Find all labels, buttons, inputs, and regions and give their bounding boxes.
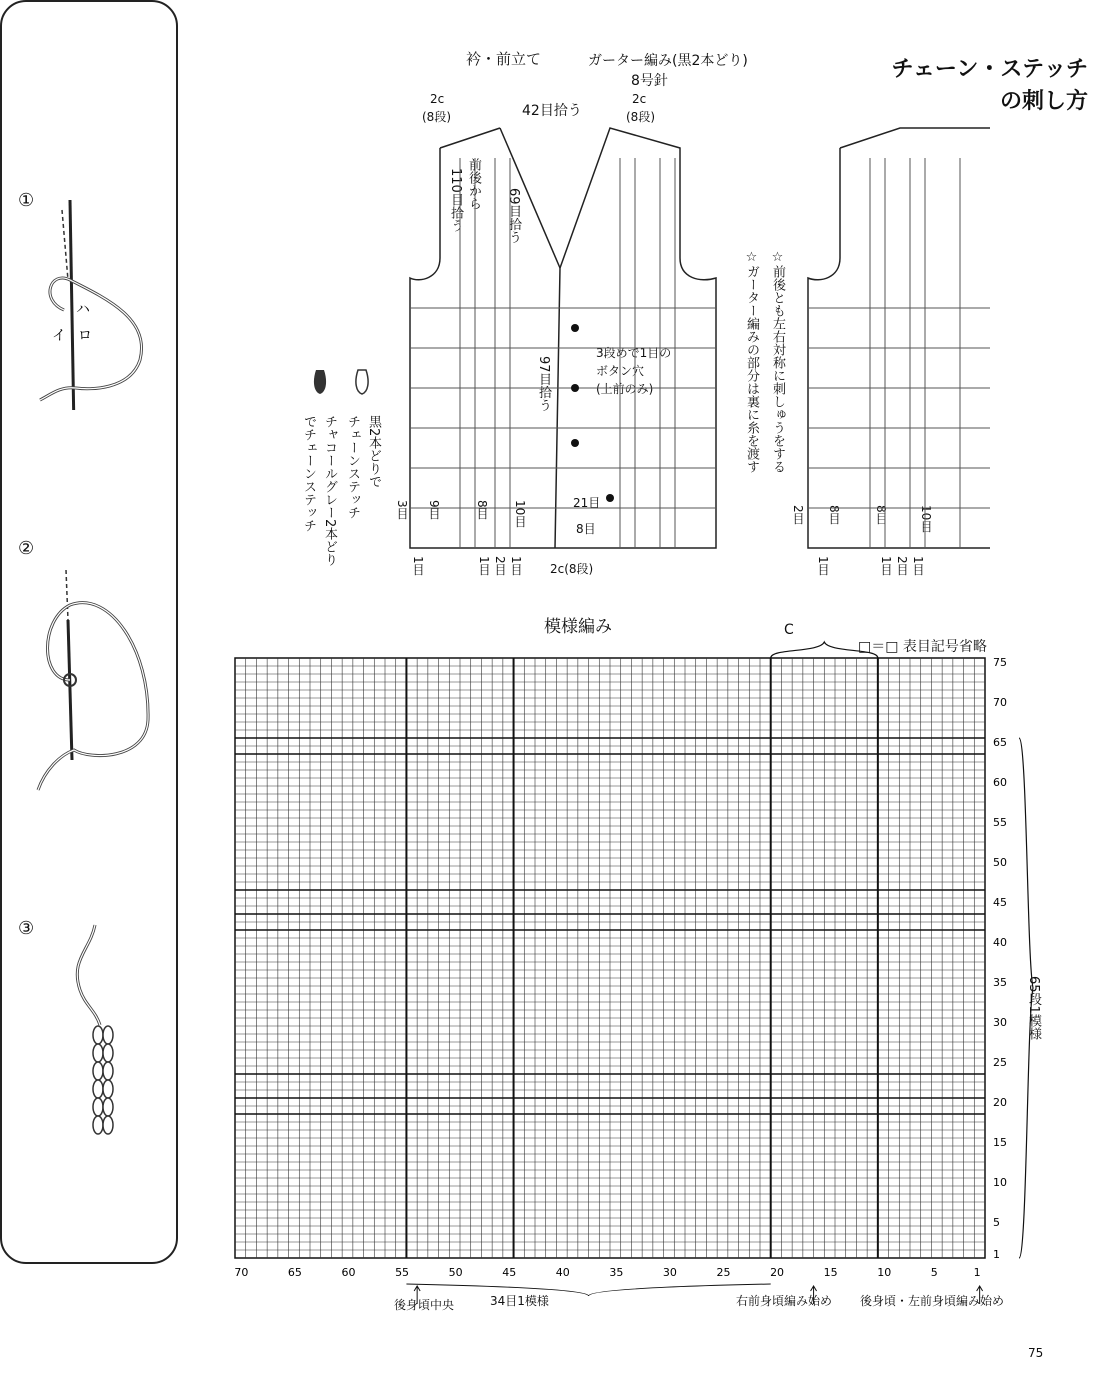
pattern-chart	[225, 640, 1085, 1320]
step-1-label-i: イ	[52, 328, 66, 344]
chart-row-tick: 45	[993, 896, 1007, 909]
chart-row-tick: 30	[993, 1016, 1007, 1029]
chart-legend: □＝□ 表目記号省略	[858, 639, 987, 655]
chart-col-tick: 20	[770, 1266, 785, 1279]
legend-chain-swatches	[310, 362, 380, 412]
chart-col-tick: 45	[502, 1266, 517, 1279]
page-number: 75	[1028, 1346, 1044, 1360]
right-front-start-label: 右前身頃編み始め	[736, 1294, 833, 1308]
chart-col-tick: 10	[877, 1266, 892, 1279]
step-1-label-ha: ハ	[76, 302, 90, 318]
back-left-front-start-label: 後身頃・左前身頃編み始め	[860, 1294, 1005, 1308]
star-note-1: ☆前後とも左右対称に刺しゅうをする	[770, 250, 785, 473]
step-1-number: ①	[18, 190, 35, 211]
chart-row-tick: 40	[993, 936, 1007, 949]
shoulder-right-rows: (8段)	[626, 110, 655, 124]
front-vest-outline	[410, 128, 716, 548]
chart-row-tick: 70	[993, 696, 1007, 709]
step-3-number: ③	[18, 918, 35, 939]
chart-row-tick: 1	[993, 1248, 1000, 1261]
chart-col-tick: 40	[555, 1266, 570, 1279]
buttonhole-line2: ボタン穴	[596, 364, 645, 378]
chart-col-tick: 55	[395, 1266, 410, 1279]
back-vest-bands	[808, 158, 990, 548]
chart-col-tick: 5	[930, 1266, 938, 1279]
chart-row-tick: 65	[993, 736, 1007, 749]
bottom-label-3: 3目	[395, 500, 409, 520]
buttonhole-line3: (上前のみ)	[596, 382, 654, 396]
bottom-lower-1c: 1目	[509, 556, 523, 576]
repeat-rows-label: 65段1模様	[1026, 976, 1041, 1040]
chart-row-tick: 50	[993, 856, 1007, 869]
neck-side-pickup-label: 69目拾う	[506, 188, 521, 244]
chart-row-tick: 35	[993, 976, 1007, 989]
chart-row-tick: 25	[993, 1056, 1007, 1069]
bottom-lower-2: 2目	[493, 556, 507, 576]
chart-col-tick: 25	[716, 1266, 731, 1279]
armhole-from-label: 前後から	[466, 158, 481, 210]
front-vest-bands	[410, 158, 716, 548]
repeat-stitches-label: 34目1模様	[490, 1294, 549, 1308]
legend-note-2: チェーンステッチ	[345, 415, 360, 519]
bottom-lower-1a: 1目	[411, 556, 425, 576]
diagram-title: 衿・前立て	[466, 50, 542, 68]
back-center-label: 後身頃中央	[394, 1298, 455, 1312]
chart-c-label: C	[784, 622, 794, 638]
bottom-label-8: 8目	[475, 500, 489, 520]
back-bottom-label-8a: 8目	[827, 505, 841, 525]
shoulder-right-label: 2c	[632, 92, 647, 106]
shoulder-left-label: 2c	[430, 92, 445, 106]
chart-repeat-stitch-bracket	[406, 1284, 770, 1296]
chart-row-tick: 10	[993, 1176, 1007, 1189]
bottom-label-9: 9目	[427, 500, 441, 520]
chart-col-tick: 1	[973, 1266, 981, 1279]
diagram-technique: ガーター編み(黒2本どり)	[588, 53, 748, 69]
back-vest-outline	[808, 128, 990, 548]
diagram-needle: 8号針	[631, 73, 668, 89]
step-2-number: ②	[18, 538, 35, 559]
chart-col-tick: 30	[662, 1266, 677, 1279]
chart-col-tick: 60	[341, 1266, 356, 1279]
chart-row-tick: 5	[993, 1216, 1000, 1229]
star-note-2: ☆ガーター編みの部分は裏に糸を渡す	[744, 250, 759, 473]
back-bottom-label-10: 10目	[919, 505, 933, 533]
stitch-21-label: 21目	[573, 496, 601, 510]
legend-note-3: チャコールグレー2本どり	[322, 415, 337, 567]
back-bottom-label-2: 2目	[791, 505, 805, 525]
stitch-8-label: 8目	[576, 522, 596, 536]
chart-col-tick: 50	[448, 1266, 463, 1279]
legend-note-4: でチェーンステッチ	[301, 415, 316, 532]
chart-row-tick: 55	[993, 816, 1007, 829]
bottom-label-10: 10目	[513, 500, 527, 528]
front-pickup-label: 97目拾う	[536, 356, 551, 412]
step-1-illustration	[30, 190, 170, 410]
back-bottom-lower-2: 2目	[895, 556, 909, 576]
vest-schematics	[400, 118, 1000, 558]
buttonhole-line1: 3段めで1目の	[596, 346, 672, 360]
sidebar-title-line1: チェーン・ステッチ	[891, 57, 1088, 82]
step-3-illustration	[40, 920, 150, 1160]
armhole-pickup-label: 110目拾う	[448, 168, 463, 232]
chart-row-tick: 15	[993, 1136, 1007, 1149]
chart-c-bracket	[771, 642, 878, 658]
chart-col-tick: 35	[609, 1266, 624, 1279]
chart-col-tick: 70	[234, 1266, 249, 1279]
bottom-lower-1b: 1目	[477, 556, 491, 576]
shoulder-left-rows: (8段)	[422, 110, 451, 124]
back-bottom-label-8b: 8目	[874, 505, 888, 525]
chart-row-tick: 75	[993, 656, 1007, 669]
band-bottom-label: 2c(8段)	[550, 562, 594, 576]
back-bottom-lower-1c: 1目	[911, 556, 925, 576]
chart-row-tick: 20	[993, 1096, 1007, 1109]
neck-pickup-label: 42目拾う	[522, 103, 582, 119]
back-bottom-lower-1b: 1目	[879, 556, 893, 576]
back-bottom-lower-1a: 1目	[816, 556, 830, 576]
pattern-chart-title: 模様編み	[544, 617, 612, 637]
step-2-illustration	[30, 560, 170, 800]
legend-note-1: 黒2本どりで	[366, 415, 381, 489]
buttons	[571, 324, 614, 502]
step-1-label-ro: ロ	[78, 328, 92, 344]
chart-col-tick: 65	[287, 1266, 302, 1279]
chart-row-tick: 60	[993, 776, 1007, 789]
chart-col-tick: 15	[823, 1266, 838, 1279]
sidebar-title-line2: の刺し方	[999, 89, 1088, 114]
